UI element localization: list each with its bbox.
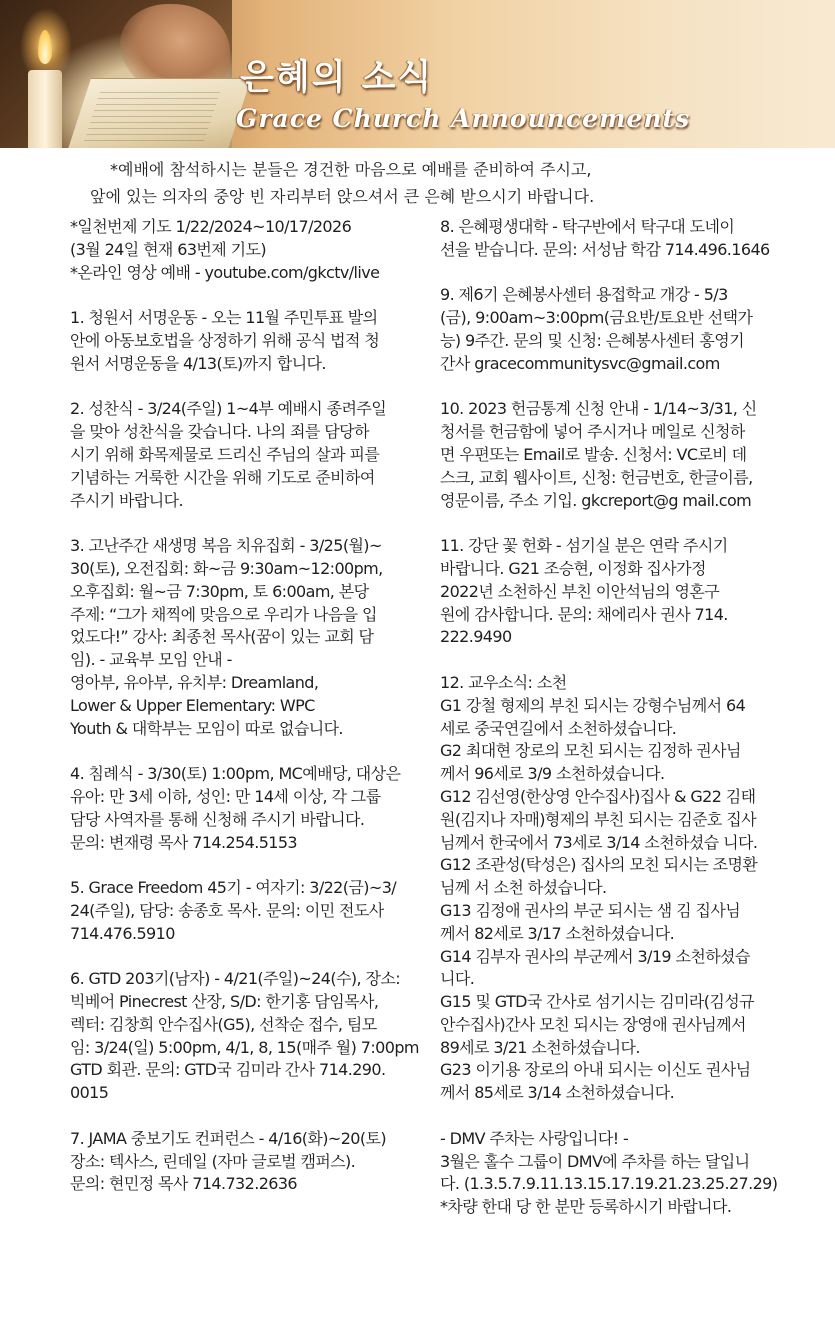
- paragraph-spacer: [440, 512, 800, 535]
- announcement-line: G1 강철 형제의 부친 되시는 강형수님께서 64: [440, 695, 746, 715]
- announcement-line: 89세로 3/21 소천하셨습니다.: [440, 1037, 640, 1057]
- paragraph-spacer: [440, 262, 800, 285]
- announcement-line: G23 이기용 장로의 아내 되시는 이신도 권사님: [440, 1060, 751, 1080]
- announcement-line: *차량 한대 당 한 분만 등록하시기 바랍니다.: [440, 1197, 732, 1217]
- announcement-line: 30(토), 오전집회: 화~금 9:30am~12:00pm,: [70, 558, 383, 578]
- announcement-line: 기념하는 거룩한 시간을 위해 기도로 준비하여: [70, 467, 375, 487]
- announcement-line: G14 김부자 권사의 부군께서 3/19 소천하셨습: [440, 946, 750, 966]
- announcement-line: 세로 중국연길에서 소천하셨습니다.: [440, 718, 677, 738]
- prayer-candle-photo: [0, 0, 232, 148]
- announcement-line: 3. 고난주간 새생명 복음 치유집회 - 3/25(월)~: [70, 536, 382, 556]
- announcement-line: 면 우편또는 Email로 발송. 신청서: VC로비 데: [440, 444, 747, 464]
- announcement-line: 9. 제6기 은혜봉사센터 용접학교 개강 - 5/3: [440, 285, 728, 305]
- announcement-line: 12. 교우소식: 소천: [440, 672, 567, 692]
- announcement-line: (금), 9:00am~3:00pm(금요반/토요반 선택가: [440, 308, 753, 328]
- announcement-line: 문의: 현민정 목사 714.732.2636: [70, 1174, 298, 1194]
- announcement-line: *온라인 영상 예배 - youtube.com/gkctv/live: [70, 262, 380, 282]
- page-subtitle: Grace Church Announcements: [236, 104, 691, 133]
- paragraph-spacer: [440, 376, 800, 399]
- header-banner: [0, 0, 835, 148]
- worship-notice: [90, 156, 790, 210]
- announcement-line: GTD 회관. 문의: GTD국 김미라 간사 714.290.: [70, 1060, 386, 1080]
- announcement-line: 24(주일), 담당: 송종호 목사. 문의: 이민 전도사: [70, 900, 384, 920]
- announcement-line: 원서 서명운동을 4/13(토)까지 합니다.: [70, 353, 326, 373]
- announcement-line: 니다.: [440, 969, 475, 989]
- announcement-line: 문의: 변재령 목사 714.254.5153: [70, 832, 298, 852]
- announcement-line: 원에 감사합니다. 문의: 채에리사 권사 714.: [440, 604, 728, 624]
- announcement-line: (3월 24일 현재 63번제 기도): [70, 239, 266, 259]
- announcement-line: Youth & 대학부는 모임이 따로 없습니다.: [70, 718, 343, 738]
- announcement-line: 능) 9주간. 문의 및 신청: 은혜봉사센터 홍영기: [440, 330, 744, 350]
- announcement-line: 714.476.5910: [70, 923, 175, 943]
- announcement-line: 유아: 만 3세 이하, 성인: 만 14세 이상, 각 그룹: [70, 786, 381, 806]
- paragraph-spacer: [70, 740, 430, 763]
- announcement-line: 3월은 홀수 그룹이 DMV에 주차를 하는 달입니: [440, 1151, 750, 1171]
- notice-line-1: *예배에 참석하시는 분들은 경건한 마음으로 예배를 준비하여 주시고,: [110, 160, 592, 179]
- announcement-line: 션을 받습니다. 문의: 서성남 학감 714.496.1646: [440, 239, 770, 259]
- announcement-line: 께서 96세로 3/9 소천하셨습니다.: [440, 764, 665, 784]
- announcement-line: 7. JAMA 중보기도 컨퍼런스 - 4/16(화)~20(토): [70, 1128, 387, 1148]
- announcement-line: 스크, 교회 웹사이트, 신청: 헌금번호, 한글이름,: [440, 467, 753, 487]
- announcement-line: 6. GTD 203기(남자) - 4/21(주일)~24(수), 장소:: [70, 969, 401, 989]
- announcement-line: 2022년 소천하신 부친 이안석님의 영혼구: [440, 581, 720, 601]
- announcement-line: 임). - 교육부 모임 안내 -: [70, 650, 232, 670]
- paragraph-spacer: [440, 649, 800, 672]
- announcement-line: G12 김선영(한상영 안수집사)집사 & G22 김태: [440, 786, 756, 806]
- announcement-line: - DMV 주차는 사랑입니다! -: [440, 1128, 629, 1148]
- announcement-line: 오후집회: 월~금 7:30pm, 토 6:00am, 본당: [70, 581, 369, 601]
- announcement-line: 2. 성찬식 - 3/24(주일) 1~4부 예배시 종려주일: [70, 399, 387, 419]
- announcement-line: 다. (1.3.5.7.9.11.13.15.17.19.21.23.25.27.29): [440, 1174, 778, 1194]
- announcement-line: G15 및 GTD국 간사로 섬기시는 김미라(김성규: [440, 992, 754, 1012]
- paragraph-spacer: [440, 1105, 800, 1128]
- page-title: 은혜의 소식: [240, 58, 434, 98]
- announcement-line: 장소: 텍사스, 린데일 (자마 글로벌 캠퍼스).: [70, 1151, 356, 1171]
- announcements-left-column: [70, 216, 430, 1196]
- announcement-line: 바랍니다. G21 조승현, 이정화 집사가정: [440, 558, 706, 578]
- announcement-line: G12 조관성(탁성은) 집사의 모친 되시는 조명환: [440, 855, 758, 875]
- announcement-line: 간사 gracecommunitysvc@gmail.com: [440, 353, 720, 373]
- announcement-line: 주제: “그가 채찍에 맞음으로 우리가 나음을 입: [70, 604, 377, 624]
- announcement-line: 11. 강단 꽃 헌화 - 섬기실 분은 연락 주시기: [440, 536, 728, 556]
- announcement-line: 주시기 바랍니다.: [70, 490, 183, 510]
- announcement-line: 렉터: 김창희 안수집사(G5), 선착순 접수, 팀모: [70, 1014, 377, 1034]
- announcement-line: 었도다!” 강사: 최종천 목사(꿈이 있는 교회 담: [70, 627, 374, 647]
- announcement-line: 시기 위해 화목제물로 드리신 주님의 살과 피를: [70, 444, 380, 464]
- announcement-line: 님께서 한국에서 73세로 3/14 소천하셨습 니다.: [440, 832, 758, 852]
- announcement-line: 원(김지나 자매)형제의 부친 되시는 김준호 집사: [440, 809, 756, 829]
- announcement-line: 님께 서 소천 하셨습니다.: [440, 878, 607, 898]
- candle-flame-icon: [38, 30, 52, 64]
- announcement-line: 10. 2023 헌금통계 신청 안내 - 1/14~3/31, 신: [440, 399, 757, 419]
- paragraph-spacer: [70, 854, 430, 877]
- announcement-line: 청서를 헌금함에 넣어 주시거나 메일로 신청하: [440, 422, 745, 442]
- paragraph-spacer: [70, 376, 430, 399]
- paragraph-spacer: [70, 1105, 430, 1128]
- announcement-line: 께서 82세로 3/17 소천하셨습니다.: [440, 923, 675, 943]
- announcement-line: 안에 아동보호법을 상정하기 위해 공식 법적 청: [70, 330, 380, 350]
- announcement-line: 0015: [70, 1083, 109, 1103]
- notice-line-2: 앞에 있는 의자의 중앙 빈 자리부터 앉으셔서 큰 은혜 받으시기 바랍니다.: [90, 187, 595, 206]
- paragraph-spacer: [70, 946, 430, 969]
- announcement-line: *일천번제 기도 1/22/2024~10/17/2026: [70, 217, 352, 236]
- candle-image: [28, 70, 62, 148]
- announcement-line: G13 김정애 권사의 부군 되시는 샘 김 집사님: [440, 900, 741, 920]
- announcement-line: 을 맞아 성찬식을 갖습니다. 나의 죄를 담당하: [70, 422, 369, 442]
- announcement-line: 8. 은혜평생대학 - 탁구반에서 탁구대 도네이: [440, 217, 735, 236]
- announcement-line: 5. Grace Freedom 45기 - 여자기: 3/22(금)~3/: [70, 878, 397, 898]
- announcement-line: 담당 사역자를 통해 신청해 주시기 바랍니다.: [70, 809, 365, 829]
- announcements-right-column: [440, 216, 800, 1219]
- announcement-line: 영문이름, 주소 기입. gkcreport@g mail.com: [440, 490, 752, 510]
- paragraph-spacer: [70, 284, 430, 307]
- announcement-line: 4. 침례식 - 3/30(토) 1:00pm, MC예배당, 대상은: [70, 764, 401, 784]
- announcement-line: 1. 청원서 서명운동 - 오는 11월 주민투표 발의: [70, 308, 378, 328]
- announcement-line: 영아부, 유아부, 유치부: Dreamland,: [70, 672, 319, 692]
- announcement-line: G2 최대현 장로의 모친 되시는 김정하 권사님: [440, 741, 741, 761]
- announcement-line: 빅베어 Pinecrest 산장, S/D: 한기홍 담임목사,: [70, 992, 379, 1012]
- announcement-line: 께서 85세로 3/14 소천하셨습니다.: [440, 1083, 675, 1103]
- announcement-line: 안수집사)간사 모친 되시는 장영애 권사님께서: [440, 1014, 746, 1034]
- announcement-line: 222.9490: [440, 627, 512, 647]
- announcement-line: Lower & Upper Elementary: WPC: [70, 695, 315, 715]
- announcement-line: 임: 3/24(일) 5:00pm, 4/1, 8, 15(매주 월) 7:00pm: [70, 1037, 419, 1057]
- paragraph-spacer: [70, 512, 430, 535]
